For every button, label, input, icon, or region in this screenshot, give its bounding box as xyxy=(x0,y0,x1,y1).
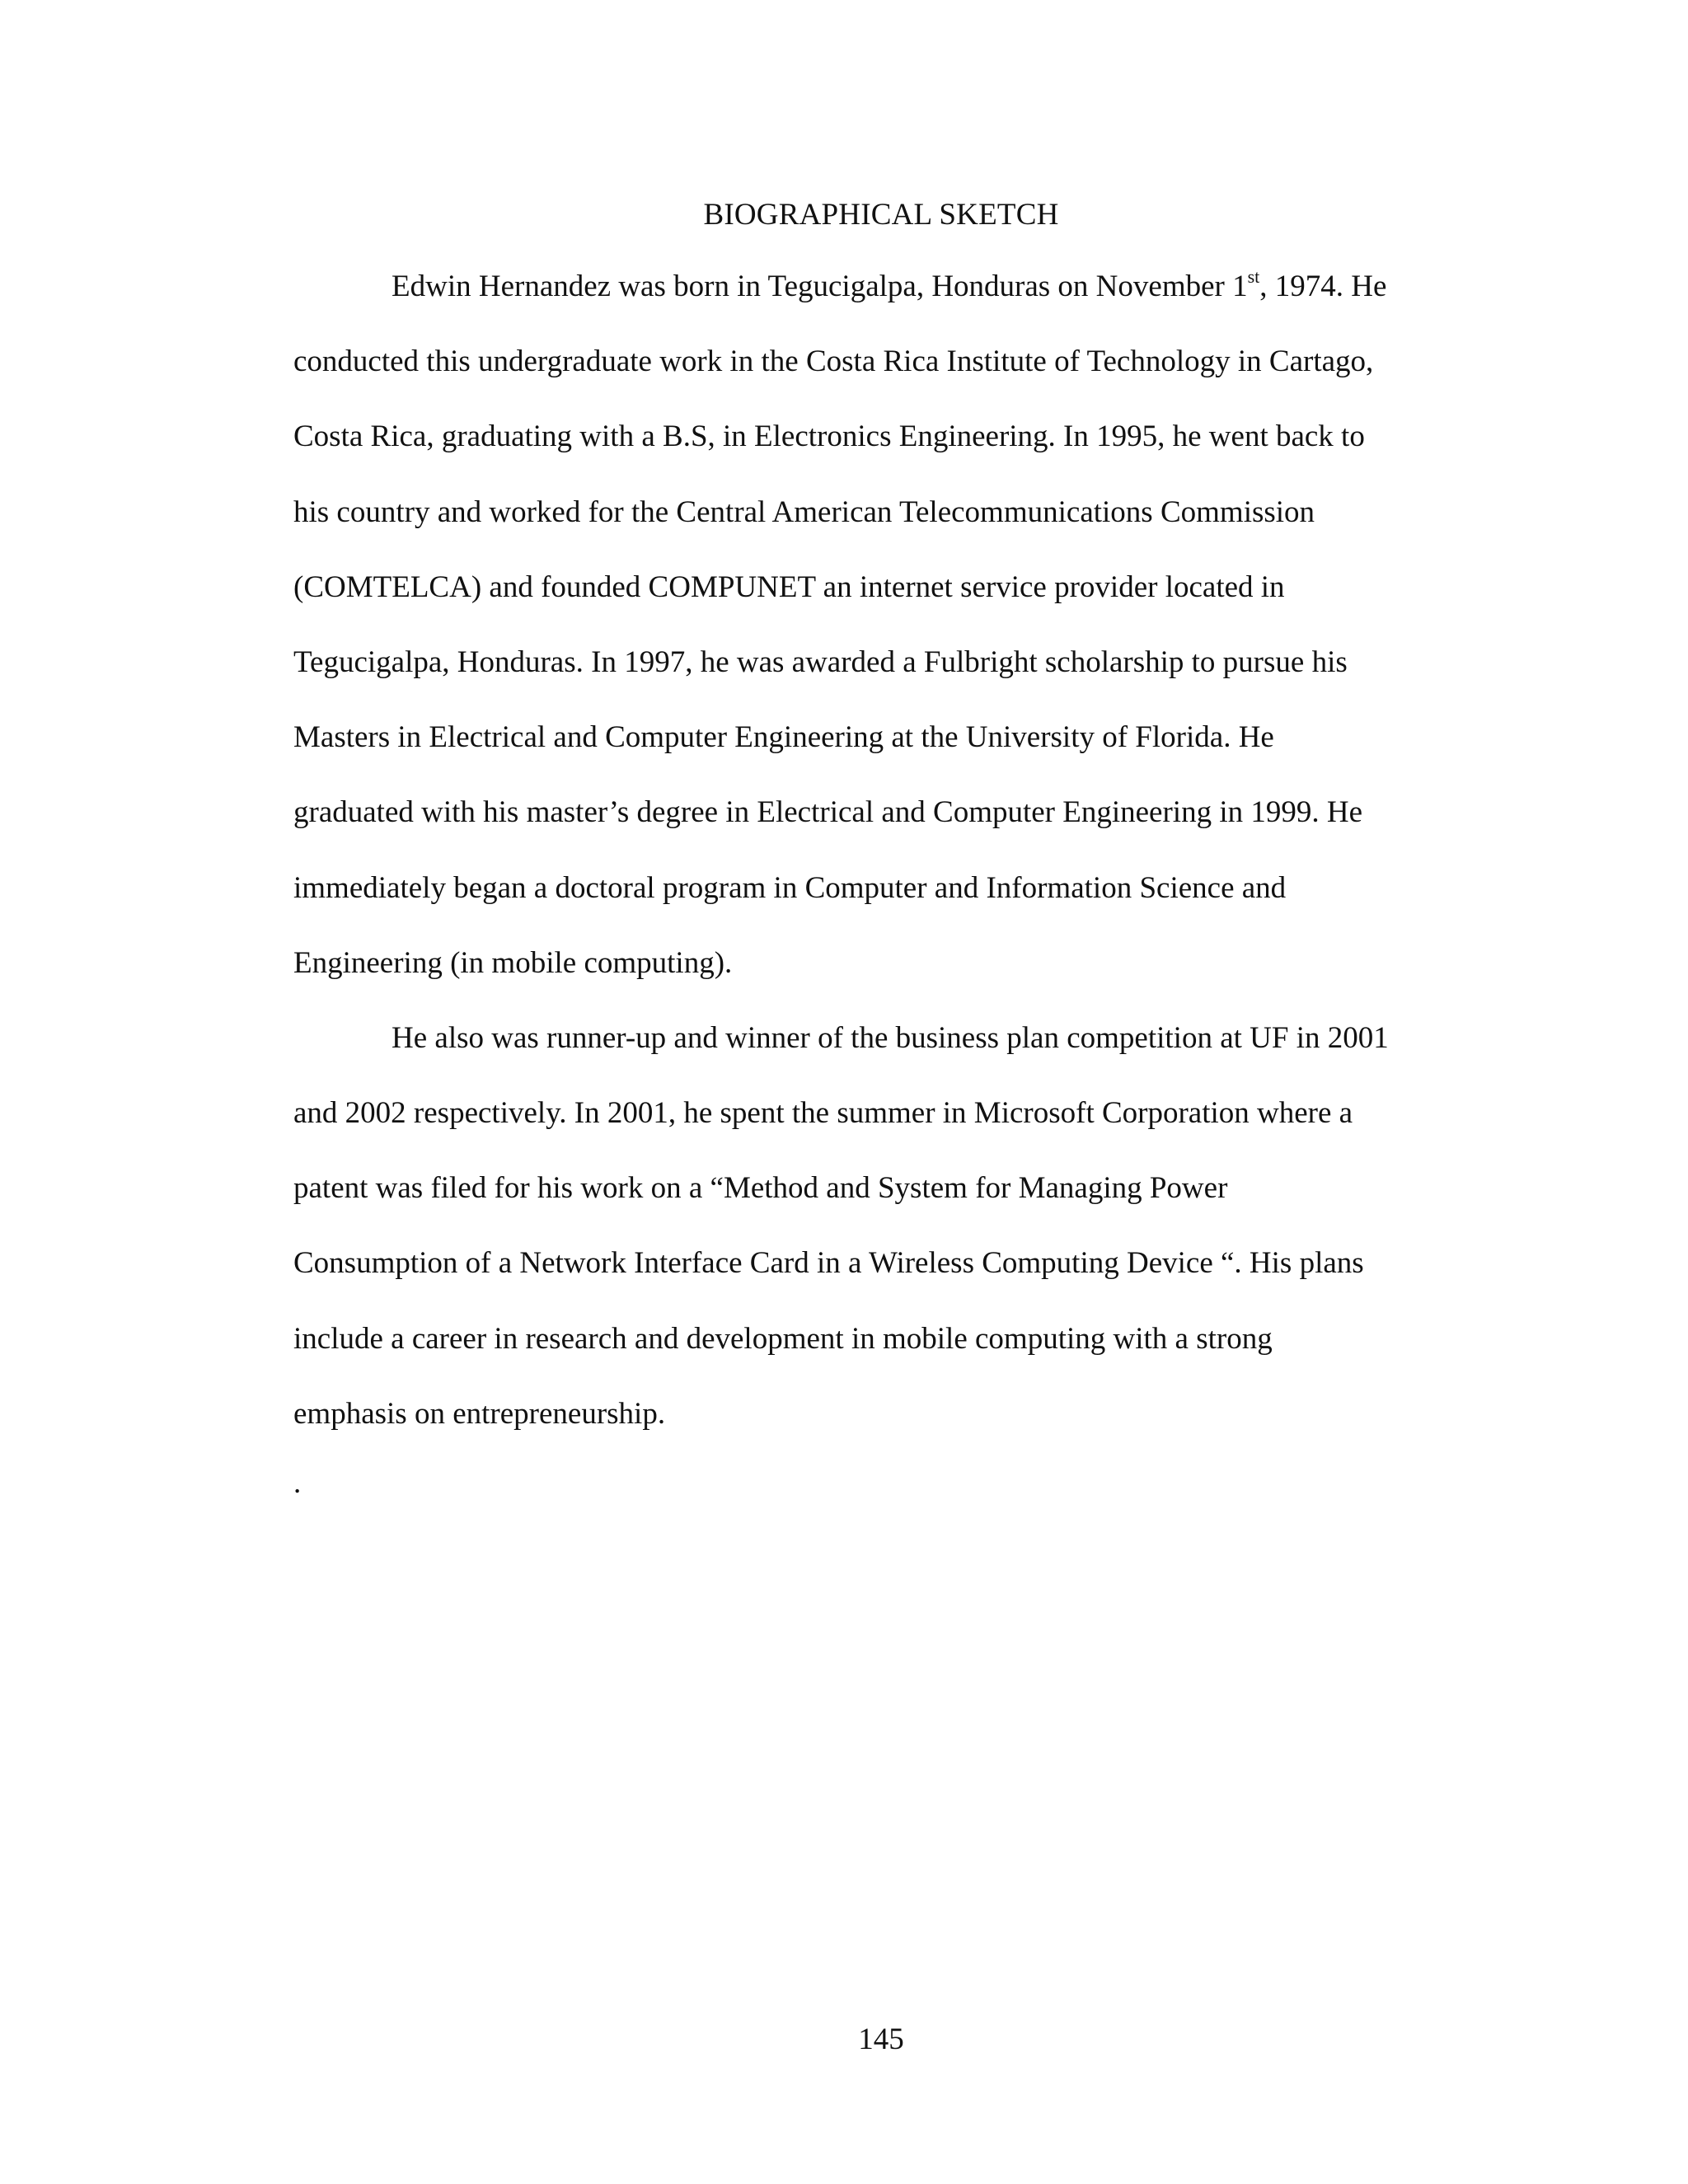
paragraph-line: Consumption of a Network Interface Card in a Wireless Computing Device “. His plans xyxy=(293,1246,1364,1281)
ordinal-suffix: st xyxy=(1247,266,1260,287)
page-title: BIOGRAPHICAL SKETCH xyxy=(703,198,1059,232)
paragraph-line: conducted this undergraduate work in the Costa Rica Institute of Technology in Cartago, xyxy=(293,344,1374,379)
paragraph-line: emphasis on entrepreneurship. xyxy=(293,1396,666,1431)
paragraph-line xyxy=(293,262,1464,337)
paragraph-line: his country and worked for the Central American Telecommunications Commission xyxy=(293,494,1315,529)
biography-body xyxy=(293,262,1464,1465)
trailing-period: . xyxy=(293,1466,302,1500)
paragraph-line: Tegucigalpa, Honduras. In 1997, he was awarded a Fulbright scholarship to pursue his xyxy=(293,644,1348,679)
paragraph-line: graduated with his master’s degree in Electrical and Computer Engineering in 1999. He xyxy=(293,795,1363,830)
line-text: Edwin Hernandez was born in Tegucigalpa, Honduras on November 1 xyxy=(392,269,1248,303)
page-number: 145 xyxy=(858,2022,904,2056)
paragraph-line: and 2002 respectively. In 2001, he spent the summer in Microsoft Corporation where a xyxy=(293,1096,1353,1131)
paragraph-line: patent was filed for his work on a “Method and System for Managing Power xyxy=(293,1171,1228,1206)
paragraph-line: (COMTELCA) and founded COMPUNET an internet service provider located in xyxy=(293,569,1285,604)
paragraph-line: Engineering (in mobile computing). xyxy=(293,945,733,980)
paragraph-line: Masters in Electrical and Computer Engineering at the University of Florida. He xyxy=(293,720,1274,755)
line-text: , 1974. He xyxy=(1259,269,1387,303)
paragraph-line: immediately began a doctoral program in Computer and Information Science and xyxy=(293,870,1287,905)
paragraph-line: include a career in research and development in mobile computing with a strong xyxy=(293,1321,1273,1356)
paragraph-line: Costa Rica, graduating with a B.S, in Electronics Engineering. In 1995, he went back to xyxy=(293,419,1365,454)
paragraph-line: He also was runner-up and winner of the business plan competition at UF in 2001 xyxy=(392,1020,1389,1055)
